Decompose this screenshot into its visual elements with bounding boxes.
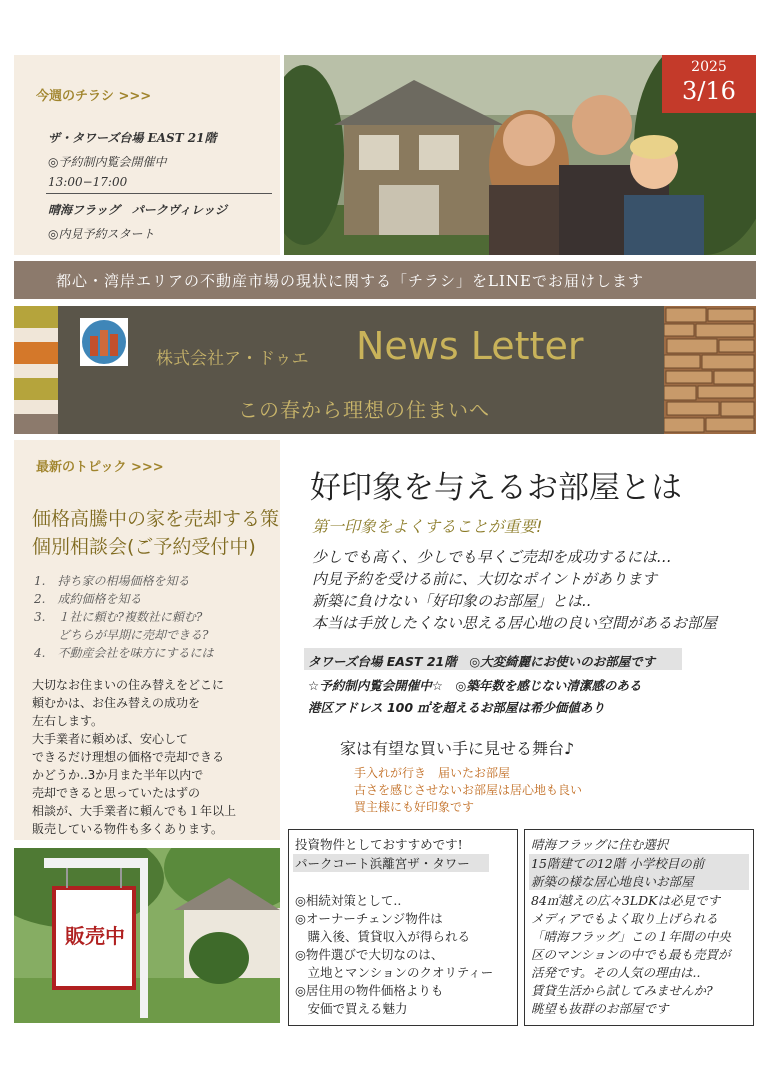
investment-box — [288, 829, 518, 1026]
harumi-line: 活発です。その人気の理由は.. — [531, 965, 701, 980]
building-logo-icon — [80, 318, 128, 366]
article-paragraph-line: 少しでも高く、少しでも早くご売却を成功するには… — [312, 548, 672, 566]
stone-wall-texture — [664, 306, 756, 434]
weekly-item2-line1: ◎内見予約スタート — [48, 227, 155, 241]
newsletter-subtitle: この春から理想の住まいへ — [238, 398, 490, 422]
harumi-line: 84㎡越えの広々3LDKは必見です — [531, 893, 721, 908]
investment-line: 投資物件としておすすめです! — [295, 837, 463, 852]
article-paragraph-line: 本当は手放したくない思える居心地の良い空間があるお部屋 — [312, 614, 718, 632]
topics-body-line: できるだけ理想の価格で売却できる — [32, 750, 225, 764]
topics-list-item: どちらが早期に売却できる? — [34, 628, 209, 642]
article-highlight-line: 港区アドレス 100 ㎡を超えるお部屋は希少価値あり — [308, 700, 605, 715]
weekly-item1-line1: ◎予約制内覧会開催中 — [48, 155, 167, 169]
investment-line: 安価で買える魅力 — [295, 1001, 408, 1016]
topics-panel — [14, 440, 280, 840]
topics-list-item: 3. １社に頼む?複数社に頼む? — [34, 610, 203, 624]
stage-point: 手入れが行き 届いたお部屋 — [354, 766, 511, 780]
harumi-line: 賃貸生活から試してみませんか? — [531, 983, 713, 998]
color-stripe — [14, 364, 58, 378]
weekly-item1-line2: 13:00−17:00 — [48, 175, 128, 189]
harumi-line: 「晴海フラッグ」この１年間の中央 — [531, 929, 731, 944]
article-paragraph-line: 新築に負けない「好印象のお部屋」とは.. — [312, 592, 592, 610]
harumi-line: メディアでもよく取り上げられる — [531, 911, 718, 926]
topics-body-line: 販売している物件も多くあります。 — [32, 822, 224, 836]
harumi-line: 区のマンションの中でも最も売買が — [531, 947, 731, 962]
topics-body-line: 頼むかは、お住み替えの成功を — [32, 696, 201, 710]
issue-day: 3/16 — [682, 77, 736, 105]
investment-line: ◎物件選びで大切なのは、 — [295, 947, 444, 962]
weekly-heading: 今週のチラシ >>> — [36, 89, 152, 104]
stage-point: 古さを感じさせないお部屋は居心地も良い — [354, 783, 583, 797]
newsletter-title: News Letter — [356, 324, 584, 368]
topics-body-line: 売却できると思っていたはずの — [32, 786, 201, 800]
harumi-line: 晴海フラッグに住む選択 — [531, 837, 669, 852]
color-stripe — [14, 400, 58, 414]
topics-body-line: 左右します。 — [32, 714, 104, 728]
topics-body-line: 大切なお住まいの住み替えをどこに — [32, 678, 225, 692]
line-banner-text: 都心・湾岸エリアの不動産市場の現状に関する「チラシ」をLINEでお届けします — [56, 272, 644, 290]
line-banner — [14, 261, 756, 299]
article-highlight-line: ☆予約制内覧会開催中☆ ◎築年数を感じない清潔感のある — [308, 678, 642, 693]
article-headline: 好印象を与えるお部屋とは — [310, 470, 682, 506]
issue-year: 2025 — [691, 59, 727, 75]
color-stripe — [14, 414, 58, 434]
issue-date-badge — [662, 55, 756, 113]
investment-line: パークコート浜離宮ザ・タワー — [295, 856, 470, 871]
color-stripe — [14, 342, 58, 364]
weekly-divider — [46, 193, 272, 194]
investment-line: ◎居住用の物件価格よりも — [295, 983, 444, 998]
harumi-box — [524, 829, 754, 1026]
topics-list-item: 4. 不動産会社を味方にするには — [34, 646, 214, 660]
weekly-flyer-panel — [14, 55, 280, 255]
harumi-line: 新築の様な居心地良いお部屋 — [531, 874, 694, 889]
harumi-line: 眺望も抜群のお部屋です — [531, 1001, 669, 1016]
topics-list-item: 1. 持ち家の相場価格を知る — [34, 574, 190, 588]
weekly-item1-title: ザ・タワーズ台場 EAST 21階 — [48, 131, 217, 145]
for-sale-sign-photo — [14, 848, 280, 1023]
weekly-item2-title: 晴海フラッグ パークヴィレッジ — [48, 203, 227, 217]
article-paragraph-line: 内見予約を受ける前に、大切なポイントがあります — [312, 570, 658, 588]
topics-title-line2: 個別相談会(ご予約受付中) — [32, 536, 256, 558]
topics-body-line: 相談が、大手業者に頼んでも１年以上 — [32, 804, 237, 818]
stage-title: 家は有望な買い手に見せる舞台♪ — [340, 739, 575, 758]
for-sale-sign-text: 販売中 — [65, 924, 125, 948]
stone-wall-image — [664, 306, 756, 434]
topics-heading: 最新のトピック >>> — [36, 460, 164, 475]
for-sale-illustration — [14, 848, 280, 1023]
topics-list-item: 2. 成約価格を知る — [34, 592, 142, 606]
investment-line: ◎オーナーチェンジ物件は — [295, 911, 443, 926]
investment-line: 立地とマンションのクオリティー — [295, 965, 494, 980]
topics-title-line1: 価格高騰中の家を売却する策 — [32, 508, 280, 530]
color-stripe — [14, 328, 58, 342]
company-logo — [80, 318, 128, 366]
color-stripe — [14, 306, 58, 328]
topics-body-line: 大手業者に頼めば、安心して — [32, 732, 189, 746]
investment-line: ◎相続対策として.. — [295, 893, 402, 908]
company-name: 株式会社ア・ドゥエ — [156, 349, 309, 369]
harumi-line: 15階建ての12階 小学校目の前 — [531, 856, 705, 871]
stage-point: 買主様にも好印象です — [354, 800, 475, 814]
article-subhead: 第一印象をよくすることが重要! — [312, 517, 543, 536]
article-highlight-line: タワーズ台場 EAST 21階 ◎大変綺麗にお使いのお部屋です — [308, 654, 656, 669]
newsletter-masthead — [58, 306, 664, 434]
color-stripe — [14, 378, 58, 400]
investment-line: 購入後、賃貸収入が得られる — [295, 929, 471, 944]
topics-body-line: かどうか..3か月また半年以内で — [32, 768, 204, 782]
